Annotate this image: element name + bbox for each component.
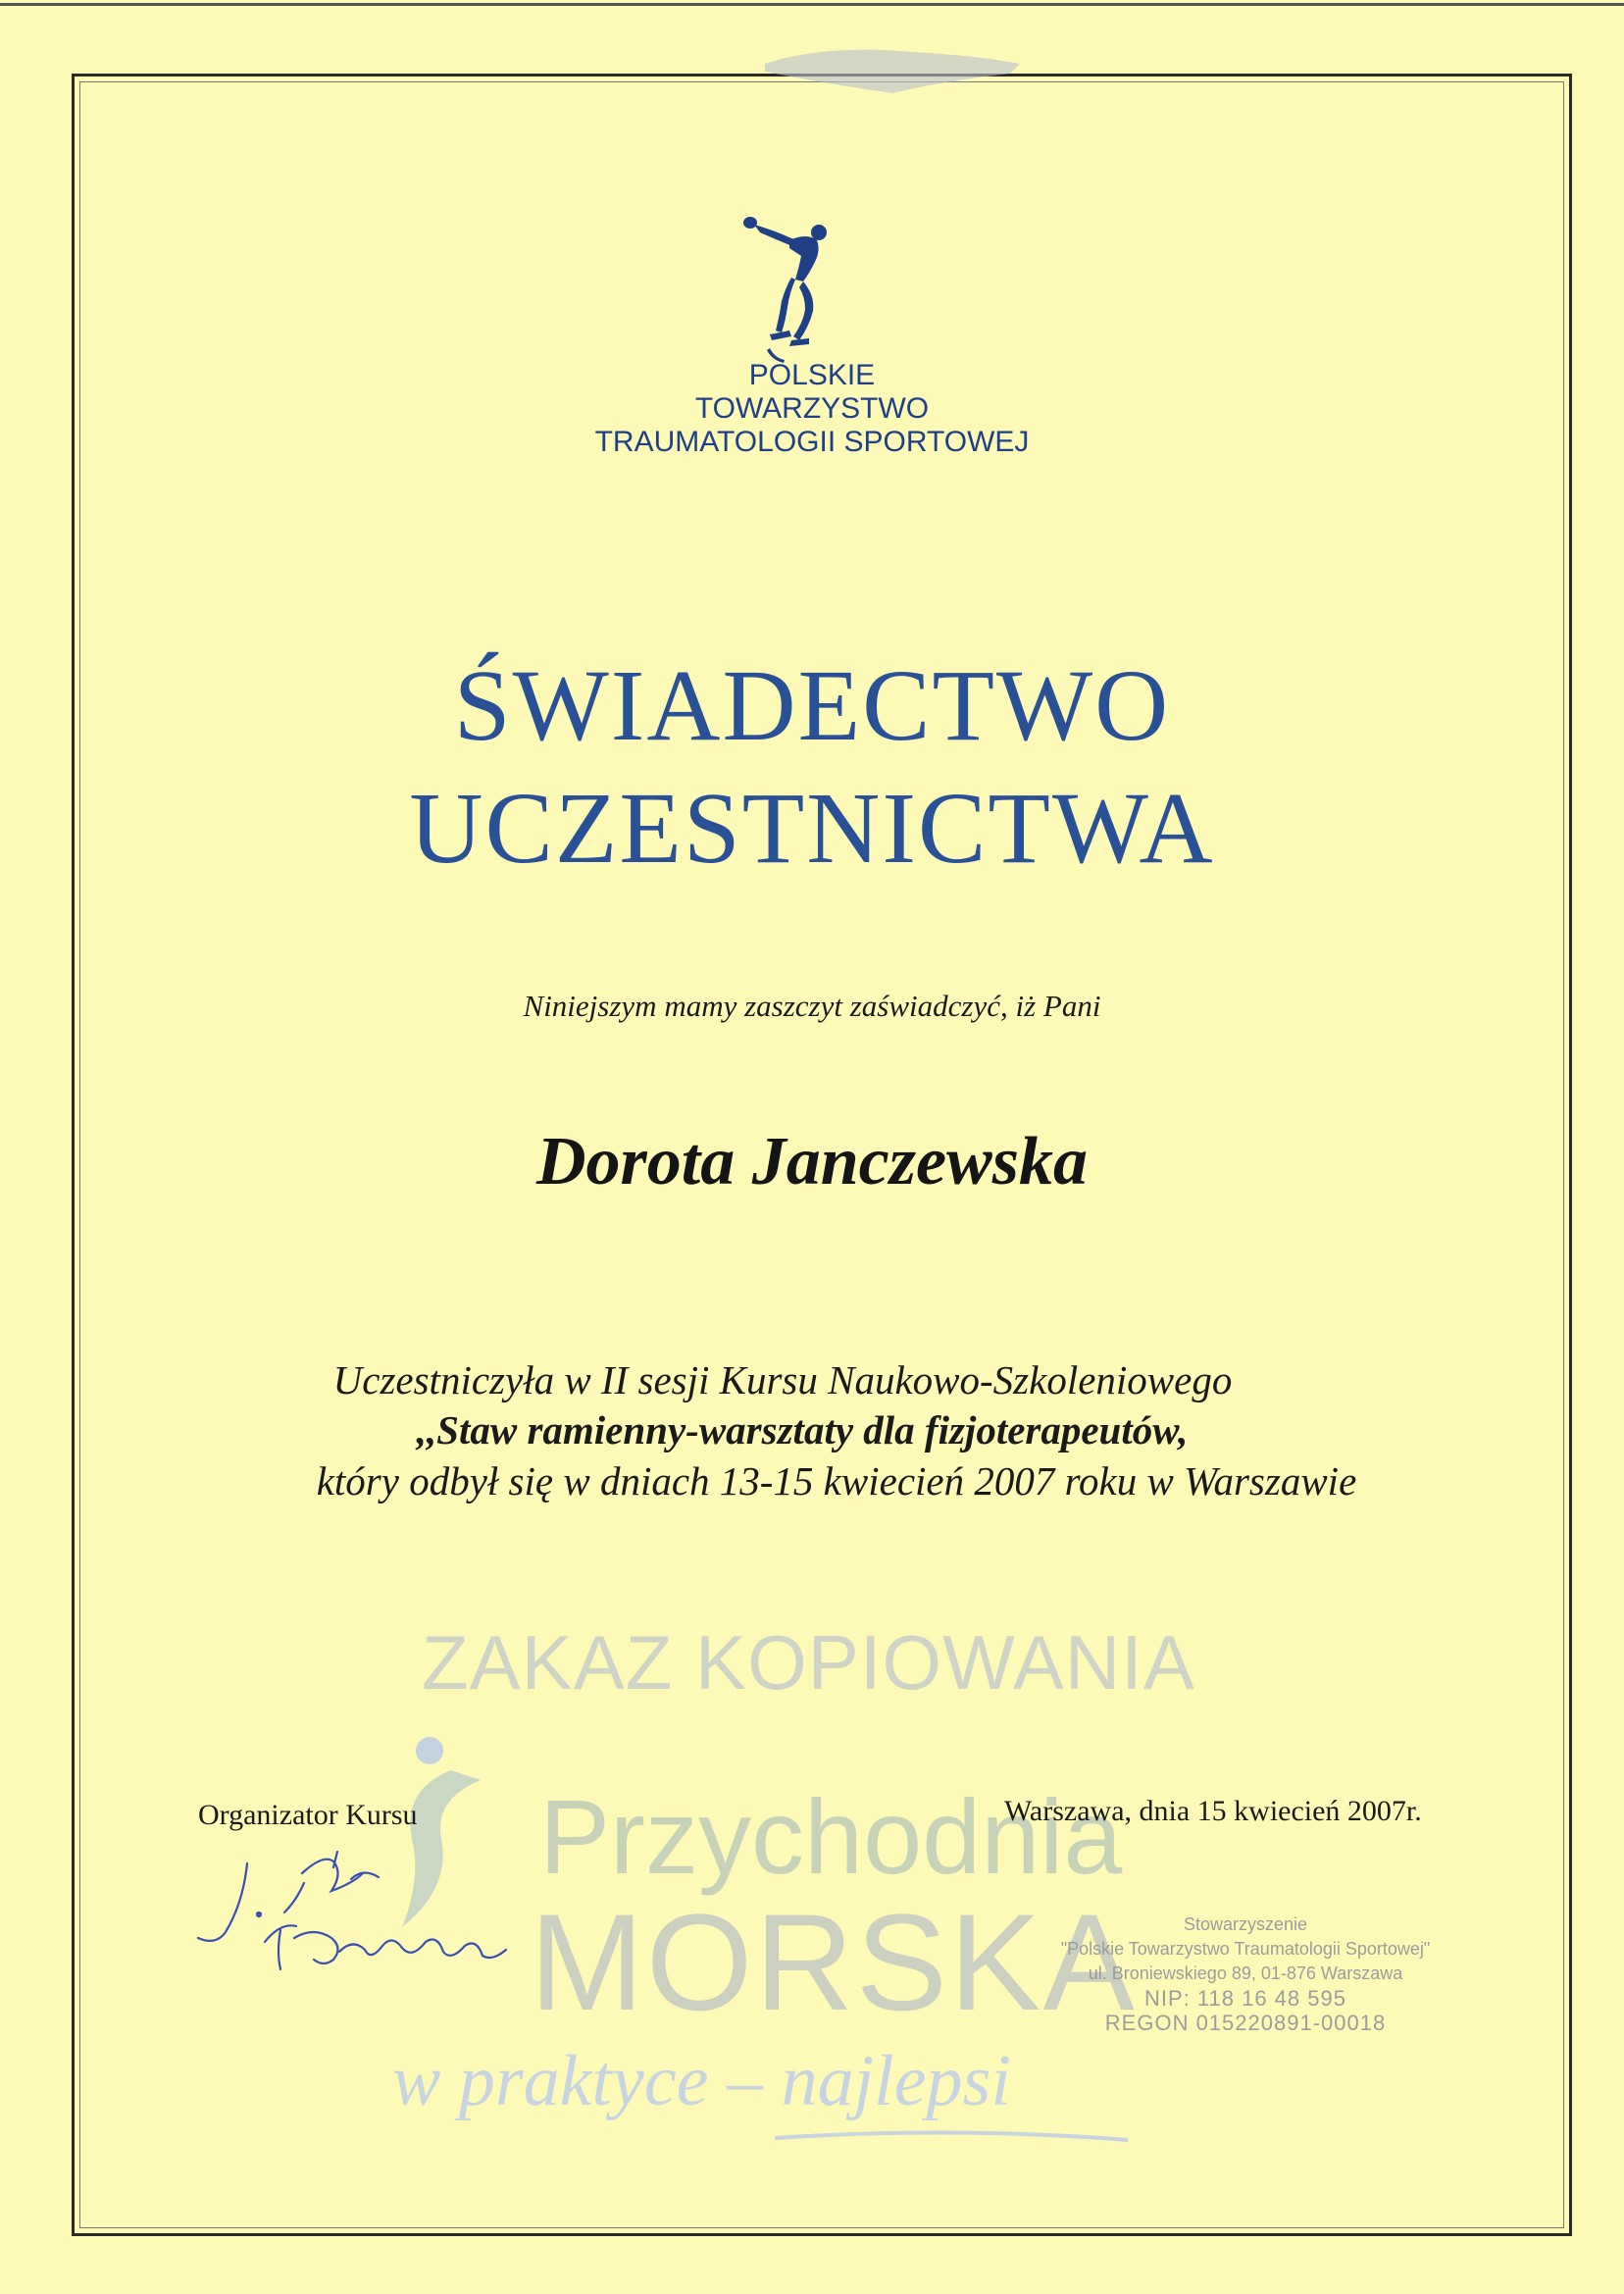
body-line-3: który odbył się w dniach 13-15 kwiecień 2007 roku w Warszawie [316, 1458, 1357, 1504]
stamp-line-2: "Polskie Towarzystwo Traumatologii Sportowej" [1060, 1939, 1431, 1959]
org-name-line-1: POLSKIE [748, 359, 876, 391]
org-name-line-3: TRAUMATOLOGII SPORTOWEJ [594, 426, 1030, 458]
org-name-line-2: TOWARZYSTWO [694, 392, 930, 425]
recipient-name: Dorota Janczewska [536, 1124, 1088, 1199]
handwritten-signature [186, 1844, 520, 1981]
stamp-regon: REGON 015220891-00018 [1104, 2011, 1387, 2035]
watermark [392, 1618, 1275, 2167]
scan-smudge-icon [765, 44, 1020, 103]
organization-stamp [1030, 1912, 1461, 2035]
organizer-label: Organizator Kursu [198, 1799, 418, 1831]
watermark-brand-line-1: Przychodnia [539, 1777, 1123, 1896]
course-name: ,,Staw ramienny-warsztaty dla fizjoterapeutów, [416, 1407, 1189, 1453]
watermark-swoosh-icon [775, 2128, 1128, 2148]
watermark-brand-line-2: MORSKA [530, 1885, 1137, 2039]
intro-text: Niniejszym mamy zaszczyt zaświadczyć, iż Pani [523, 989, 1101, 1023]
stamp-line-3: ul. Broniewskiego 89, 01-876 Warszawa [1088, 1963, 1403, 1983]
place-and-date: Warszawa, dnia 15 kwiecień 2007r. [1004, 1795, 1422, 1827]
stamp-nip: NIP: 118 16 48 595 [1144, 1986, 1346, 2011]
certificate-title-line-1: ŚWIADECTWO [453, 649, 1171, 762]
watermark-notice: ZAKAZ KOPIOWANIA [422, 1619, 1195, 1706]
certificate-title-line-2: UCZESTNICTWA [409, 772, 1215, 885]
body-line-1: Uczestniczyła w II sesji Kursu Naukowo-Szkoleniowego [332, 1357, 1233, 1402]
discus-thrower-logo-icon [731, 211, 858, 363]
top-scan-edge [0, 3, 1624, 6]
watermark-slogan: w praktyce – najlepsi [392, 2041, 1011, 2121]
stamp-line-1: Stowarzyszenie [1183, 1914, 1308, 1934]
